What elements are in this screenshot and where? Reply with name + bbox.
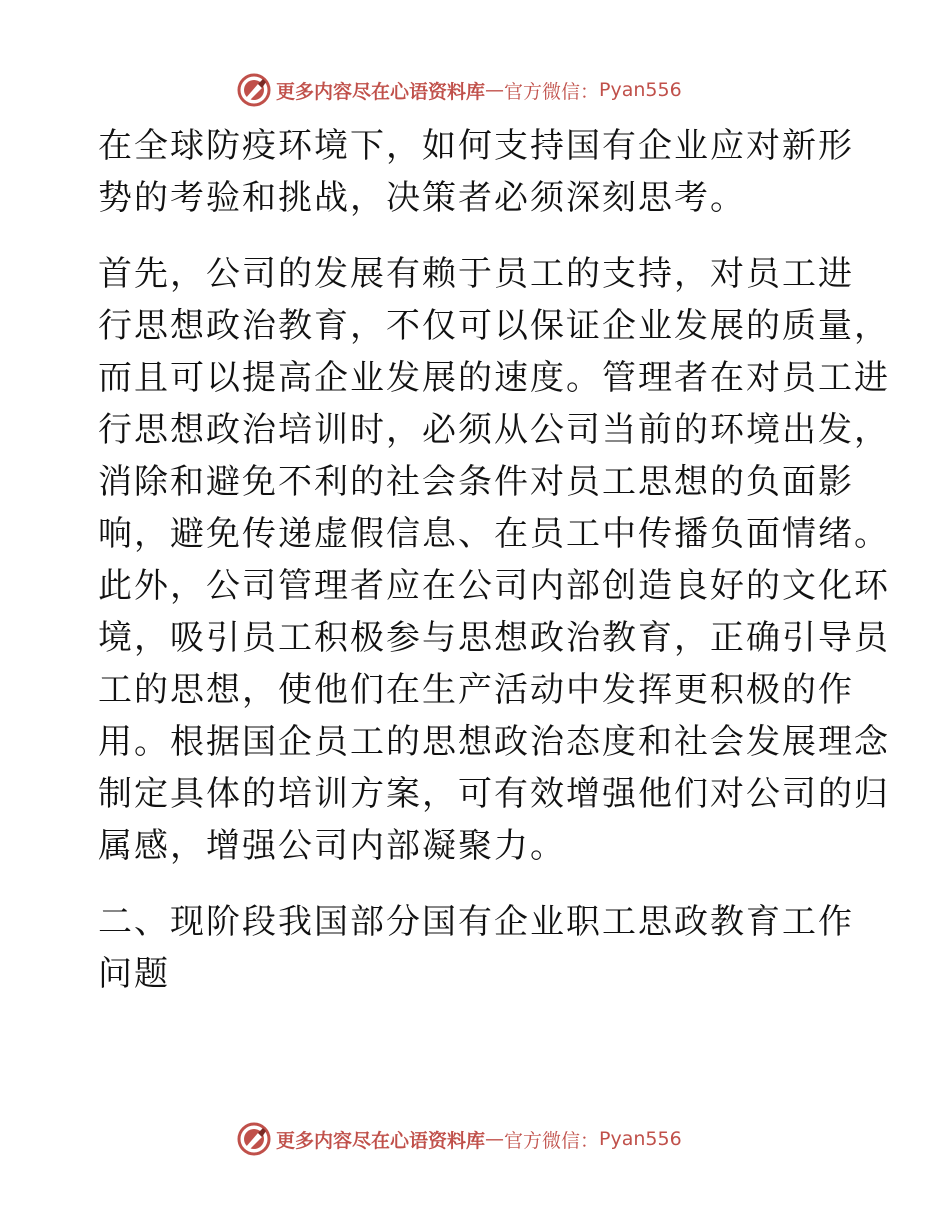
banner-brand-text: 更多内容尽在心语资料库 (276, 80, 486, 103)
text-line: 在全球防疫环境下，如何支持国有企业应对新形 (98, 126, 854, 166)
text-line: 境，吸引员工积极参与思想政治教育，正确引导员 (98, 618, 890, 658)
text-line: 行思想政治教育，不仅可以保证企业发展的质量， (98, 306, 890, 346)
banner-separator: — (485, 1128, 505, 1150)
banner-separator: — (485, 79, 505, 101)
section-heading (98, 896, 854, 1000)
banner-wechat-label: 官方微信： (504, 80, 600, 103)
pen-logo-icon (236, 1121, 272, 1157)
text-line: 制定具体的培训方案，可有效增强他们对公司的归 (98, 774, 890, 814)
text-line: 此外，公司管理者应在公司内部创造良好的文化环 (98, 566, 890, 606)
text-line: 属感，增强公司内部凝聚力。 (98, 826, 566, 866)
pen-logo-icon (236, 72, 272, 108)
banner-wechat-id: Pyan556 (599, 1128, 682, 1150)
footer-banner (236, 1121, 682, 1157)
text-line: 工的思想，使他们在生产活动中发挥更积极的作 (98, 670, 854, 710)
text-line: 问题 (98, 954, 170, 994)
text-line: 二、现阶段我国部分国有企业职工思政教育工作 (98, 902, 854, 942)
text-line: 用。根据国企员工的思想政治态度和社会发展理念 (98, 722, 890, 762)
banner-brand-text: 更多内容尽在心语资料库 (276, 1129, 486, 1152)
text-line: 而且可以提高企业发展的速度。管理者在对员工进 (98, 358, 890, 398)
paragraph-first-point (98, 248, 890, 872)
paragraph-intro (98, 120, 854, 224)
header-banner (236, 72, 682, 108)
text-line: 首先，公司的发展有赖于员工的支持，对员工进 (98, 254, 854, 294)
text-line: 势的考验和挑战，决策者必须深刻思考。 (98, 178, 746, 218)
text-line: 响，避免传递虚假信息、在员工中传播负面情绪。 (98, 514, 890, 554)
document-body (98, 120, 890, 1024)
banner-wechat-id: Pyan556 (599, 79, 682, 101)
text-line: 行思想政治培训时，必须从公司当前的环境出发， (98, 410, 890, 450)
text-line: 消除和避免不利的社会条件对员工思想的负面影 (98, 462, 854, 502)
banner-wechat-label: 官方微信： (504, 1129, 600, 1152)
